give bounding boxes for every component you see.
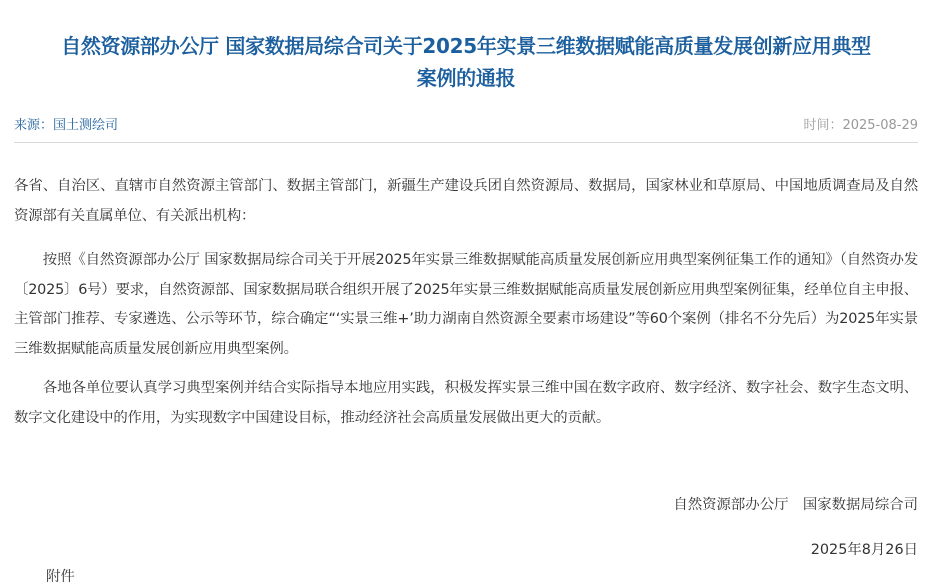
article-meta xyxy=(14,116,918,136)
paragraph-requirements: 各地各单位要认真学习典型案例并结合实际指导本地应用实践，积极发挥实景三维中国在数字政府、数字经济、数字社会、数字生态文明、数字文化建设中的作用，为实现数字中国建设目标，推动经济社会高质量发展做出更大的贡献。 xyxy=(14,380,918,426)
paragraph-addressees: 各省、自治区、直辖市自然资源主管部门、数据主管部门，新疆生产建设兵团自然资源局、数据局，国家林业和草原局、中国地质调查局及自然资源部有关直属单位、有关派出机构： xyxy=(14,178,918,224)
attachment-label: 附件 xyxy=(46,569,75,585)
article-title-line-2: 案例的通报 xyxy=(416,66,516,90)
article-title-line-1: 自然资源部办公厅 国家数据局综合司关于2025年实景三维数据赋能高质量发展创新应用典型 xyxy=(61,34,871,58)
signature-organizations: 自然资源部办公厅 国家数据局综合司 xyxy=(673,497,918,513)
article-date: 时间：2025-08-29 xyxy=(803,118,918,133)
signature-date: 2025年8月26日 xyxy=(810,542,918,558)
article-title xyxy=(0,30,932,94)
paragraph-notice: 按照《自然资源部办公厅 国家数据局综合司关于开展2025年实景三维数据赋能高质量发展创新应用典型案例征集工作的通知》（自然资办发〔2025〕6号）要求，自然资源部、国家数据局联合组织开展了2025年实景三维数据赋能高质量发展创新应用典型案例征集，经单位自主申报、主管部门推荐、专家遴选、公示等环节，综合确定“‘实景三维+’助力湖南自然资源全要素市场建设”等60个案例（排名不分先后）为2025年实景三维数据赋能高质量发展创新应用典型案例。 xyxy=(14,252,918,357)
meta-divider xyxy=(14,142,918,143)
article-source: 来源：国土测绘司 xyxy=(14,118,119,133)
